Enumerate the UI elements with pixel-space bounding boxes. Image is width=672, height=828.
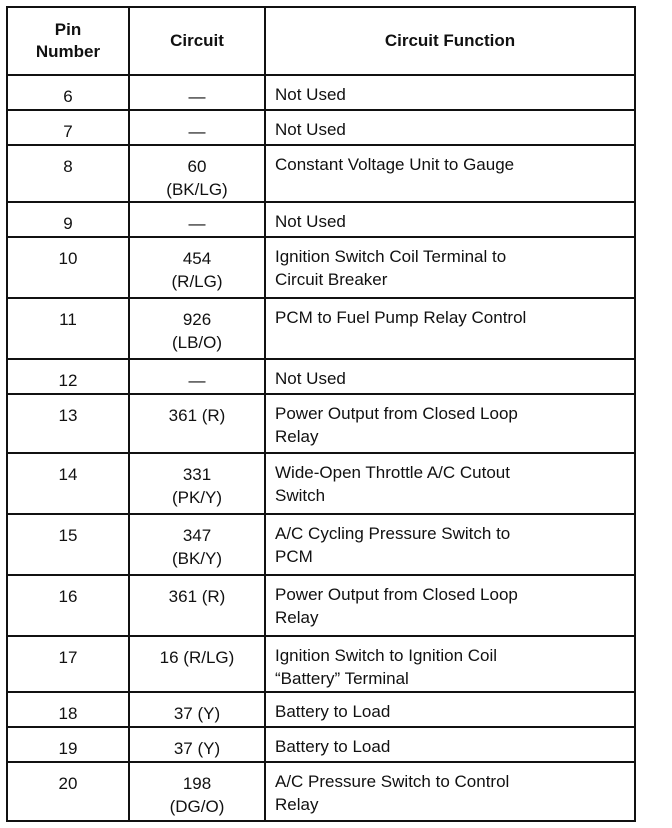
pin-number-cell	[7, 762, 129, 821]
circuit-function-cell	[265, 359, 635, 394]
pin-number: 11	[59, 310, 77, 329]
circuit-function-cell	[265, 202, 635, 237]
pin-number: 15	[58, 526, 78, 545]
table-row	[7, 575, 635, 636]
pin-number-cell	[7, 453, 129, 514]
table-row	[7, 514, 635, 575]
circuit-line: 60	[187, 157, 207, 176]
pin-number-cell	[7, 575, 129, 636]
table-body	[7, 75, 635, 821]
header-circuit-function	[265, 7, 635, 75]
header-row	[7, 7, 635, 75]
pin-number: 12	[58, 371, 78, 390]
circuit-line: 926	[182, 310, 212, 329]
circuit-function-cell	[265, 237, 635, 298]
circuit-function-cell	[265, 298, 635, 359]
pin-number: 14	[58, 465, 78, 484]
circuit-function-line: A/C Cycling Pressure Switch to	[275, 524, 511, 543]
pin-number: 19	[58, 739, 78, 758]
table-row	[7, 202, 635, 237]
circuit-cell	[129, 692, 265, 727]
pin-number-cell	[7, 237, 129, 298]
circuit-line: 361 (R)	[168, 587, 226, 606]
circuit-cell	[129, 636, 265, 692]
pin-number-cell	[7, 359, 129, 394]
circuit-line: —	[188, 214, 206, 233]
header-circuit-label: Circuit	[170, 31, 224, 50]
table-row	[7, 453, 635, 514]
circuit-function-cell	[265, 110, 635, 145]
circuit-cell	[129, 359, 265, 394]
header-circuit	[129, 7, 265, 75]
circuit-function-line: Battery to Load	[275, 702, 391, 721]
pin-number-cell	[7, 514, 129, 575]
circuit-line: 37 (Y)	[173, 704, 221, 723]
header-pin-line1: Pin	[54, 20, 82, 39]
circuit-line: (BK/LG)	[166, 180, 228, 199]
pin-number: 9	[63, 214, 73, 233]
circuit-function-cell	[265, 145, 635, 202]
circuit-function-cell	[265, 762, 635, 821]
table-row	[7, 237, 635, 298]
pin-number-cell	[7, 202, 129, 237]
circuit-line: (DG/O)	[169, 797, 225, 816]
header-pin-line2: Number	[35, 42, 101, 61]
circuit-function-line: A/C Pressure Switch to Control	[275, 772, 510, 791]
circuit-function-cell	[265, 394, 635, 453]
pin-number: 7	[63, 122, 73, 141]
pin-number: 17	[58, 648, 78, 667]
circuit-function-line: Battery to Load	[275, 737, 391, 756]
circuit-function-line: Not Used	[275, 120, 346, 139]
table-row	[7, 298, 635, 359]
circuit-cell	[129, 110, 265, 145]
circuit-function-line: Switch	[275, 486, 326, 505]
circuit-line: 454	[182, 249, 212, 268]
circuit-function-line: Ignition Switch to Ignition Coil	[275, 646, 498, 665]
circuit-function-cell	[265, 575, 635, 636]
circuit-cell	[129, 453, 265, 514]
pin-number: 6	[63, 87, 73, 106]
circuit-function-line: PCM to Fuel Pump Relay Control	[275, 308, 527, 327]
circuit-line: 37 (Y)	[173, 739, 221, 758]
circuit-line: 198	[182, 774, 212, 793]
pin-number-cell	[7, 145, 129, 202]
circuit-function-cell	[265, 727, 635, 762]
circuit-line: 347	[182, 526, 212, 545]
circuit-function-line: PCM	[275, 547, 313, 566]
circuit-line: (BK/Y)	[171, 549, 223, 568]
circuit-line: (LB/O)	[171, 333, 223, 352]
circuit-function-cell	[265, 692, 635, 727]
circuit-cell	[129, 298, 265, 359]
circuit-function-cell	[265, 453, 635, 514]
circuit-function-cell	[265, 514, 635, 575]
circuit-cell	[129, 575, 265, 636]
circuit-function-cell	[265, 75, 635, 110]
pin-circuit-table	[6, 6, 636, 822]
pin-number: 16	[58, 587, 78, 606]
circuit-function-line: Relay	[275, 795, 319, 814]
table-row	[7, 394, 635, 453]
circuit-cell	[129, 145, 265, 202]
pin-number-cell	[7, 394, 129, 453]
pin-number: 20	[58, 774, 78, 793]
circuit-function-line: Wide-Open Throttle A/C Cutout	[275, 463, 510, 482]
pin-number: 13	[58, 406, 78, 425]
pin-number-cell	[7, 110, 129, 145]
pin-number-cell	[7, 75, 129, 110]
circuit-cell	[129, 237, 265, 298]
table-row	[7, 636, 635, 692]
circuit-function-line: Power Output from Closed Loop	[275, 404, 518, 423]
circuit-line: —	[188, 371, 206, 390]
circuit-line: 331	[182, 465, 212, 484]
circuit-function-line: Circuit Breaker	[275, 270, 388, 289]
circuit-function-line: Power Output from Closed Loop	[275, 585, 518, 604]
circuit-line: —	[188, 87, 206, 106]
circuit-line: (PK/Y)	[171, 488, 223, 507]
circuit-function-line: Not Used	[275, 85, 346, 104]
table-row	[7, 110, 635, 145]
circuit-line: (R/LG)	[171, 272, 223, 291]
circuit-line: —	[188, 122, 206, 141]
pin-number-cell	[7, 692, 129, 727]
pin-number-cell	[7, 298, 129, 359]
circuit-cell	[129, 202, 265, 237]
circuit-function-line: Not Used	[275, 212, 346, 231]
circuit-function-line: Relay	[275, 427, 319, 446]
circuit-cell	[129, 75, 265, 110]
header-pin-number	[7, 7, 129, 75]
pin-number: 8	[63, 157, 73, 176]
circuit-function-cell	[265, 636, 635, 692]
circuit-function-line: Constant Voltage Unit to Gauge	[275, 155, 515, 174]
header-function-label: Circuit Function	[384, 31, 516, 50]
circuit-function-line: Ignition Switch Coil Terminal to	[275, 247, 507, 266]
table-row	[7, 692, 635, 727]
circuit-line: 361 (R)	[168, 406, 226, 425]
table-row	[7, 75, 635, 110]
pin-number-cell	[7, 636, 129, 692]
circuit-function-line: Not Used	[275, 369, 346, 388]
circuit-line: 16 (R/LG)	[159, 648, 235, 667]
circuit-cell	[129, 762, 265, 821]
circuit-function-line: Relay	[275, 608, 319, 627]
circuit-cell	[129, 514, 265, 575]
pin-number: 10	[58, 249, 78, 268]
table-row	[7, 727, 635, 762]
circuit-function-line: “Battery” Terminal	[275, 669, 409, 688]
table-row	[7, 145, 635, 202]
circuit-cell	[129, 394, 265, 453]
pin-number: 18	[58, 704, 78, 723]
circuit-cell	[129, 727, 265, 762]
pin-number-cell	[7, 727, 129, 762]
table-row	[7, 762, 635, 821]
table-row	[7, 359, 635, 394]
